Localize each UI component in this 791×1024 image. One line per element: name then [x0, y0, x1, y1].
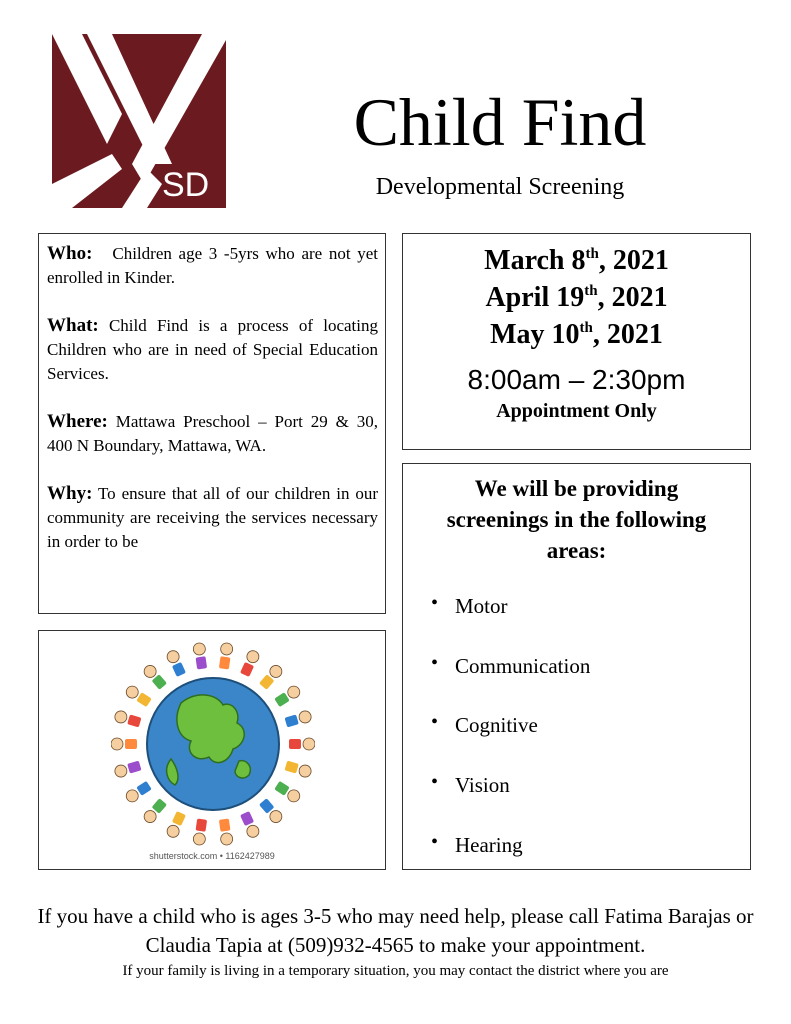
why-text: To ensure that all of our children in our community are receiving the services necessary in order to be	[47, 484, 378, 551]
why-label: Why:	[47, 483, 93, 504]
globe-land-small	[235, 761, 250, 778]
child-figure	[259, 665, 282, 689]
page-title: Child Find	[353, 84, 647, 160]
date-year: , 2021	[592, 319, 663, 350]
where-text: Mattawa Preschool – Port 29 & 30, 400 N Boundary, Mattawa, WA.	[47, 412, 378, 455]
child-figure	[115, 761, 142, 777]
where-label: Where:	[47, 411, 108, 432]
schedule-box	[402, 233, 751, 450]
child-figure	[167, 651, 186, 677]
child-figure	[285, 761, 312, 777]
date-day: March 8	[484, 245, 586, 276]
child-figure	[274, 686, 300, 707]
temporary-situation-note: If your family is living in a temporary situation, you may contact the district where you are	[122, 963, 669, 979]
what-label: What:	[47, 315, 99, 336]
child-figure	[126, 686, 152, 707]
child-figure	[144, 798, 167, 822]
who-paragraph	[47, 242, 378, 290]
what-text: Child Find is a process of locating Children who are in need of Special Education Services.	[47, 316, 378, 383]
child-figure	[240, 651, 259, 677]
who-label: Who:	[47, 243, 93, 264]
child-figure	[111, 738, 137, 750]
date-day: April 19	[485, 282, 585, 313]
date-year: , 2021	[597, 282, 668, 313]
area-item: • Hearing	[431, 833, 590, 893]
district-logo	[52, 34, 226, 208]
screening-areas-box	[402, 463, 751, 870]
child-figure	[285, 711, 312, 727]
date-line	[403, 279, 750, 316]
logo-letters: SD	[162, 166, 210, 204]
child-figure	[240, 811, 259, 837]
child-figure	[126, 781, 152, 802]
child-figure	[193, 819, 207, 846]
child-figure	[219, 819, 233, 846]
globe-image-box	[38, 630, 386, 870]
appointment-note: Appointment Only	[496, 400, 657, 422]
globe-children-illustration	[111, 641, 315, 847]
time-range: 8:00am – 2:30pm	[467, 364, 686, 395]
page-subtitle: Developmental Screening	[375, 174, 625, 200]
where-paragraph	[47, 410, 378, 458]
child-figure	[115, 711, 142, 727]
dates-list	[403, 234, 750, 353]
date-line	[403, 316, 750, 353]
areas-list	[431, 594, 590, 892]
area-item: • Vision	[431, 773, 590, 833]
area-item: • Communication	[431, 654, 590, 714]
area-item: • Cognitive	[431, 713, 590, 773]
child-figure	[193, 643, 207, 670]
child-figure	[289, 738, 315, 750]
date-ordinal-suffix: th	[584, 283, 598, 299]
date-ordinal-suffix: th	[585, 246, 599, 262]
why-paragraph	[47, 482, 378, 554]
date-day: May 10	[490, 319, 580, 350]
date-ordinal-suffix: th	[579, 320, 593, 336]
child-figure	[259, 798, 282, 822]
what-paragraph	[47, 314, 378, 386]
who-text: Children age 3 -5yrs who are not yet enrolled in Kinder.	[47, 244, 378, 287]
areas-heading: We will be providing screenings in the following areas:	[446, 476, 707, 563]
info-box	[38, 233, 386, 614]
child-figure	[144, 665, 167, 689]
child-figure	[274, 781, 300, 802]
area-item: • Motor	[431, 594, 590, 654]
child-figure	[167, 811, 186, 837]
image-credit: shutterstock.com • 1162427989	[149, 851, 275, 861]
contact-paragraph: If you have a child who is ages 3-5 who may need help, please call Fatima Barajas or Claudia Tapia at (509)932-4565 to make your appointment.	[37, 904, 754, 957]
child-figure	[219, 643, 233, 670]
wsd-logo-mark	[52, 34, 226, 208]
date-year: , 2021	[598, 245, 669, 276]
date-line	[403, 242, 750, 279]
